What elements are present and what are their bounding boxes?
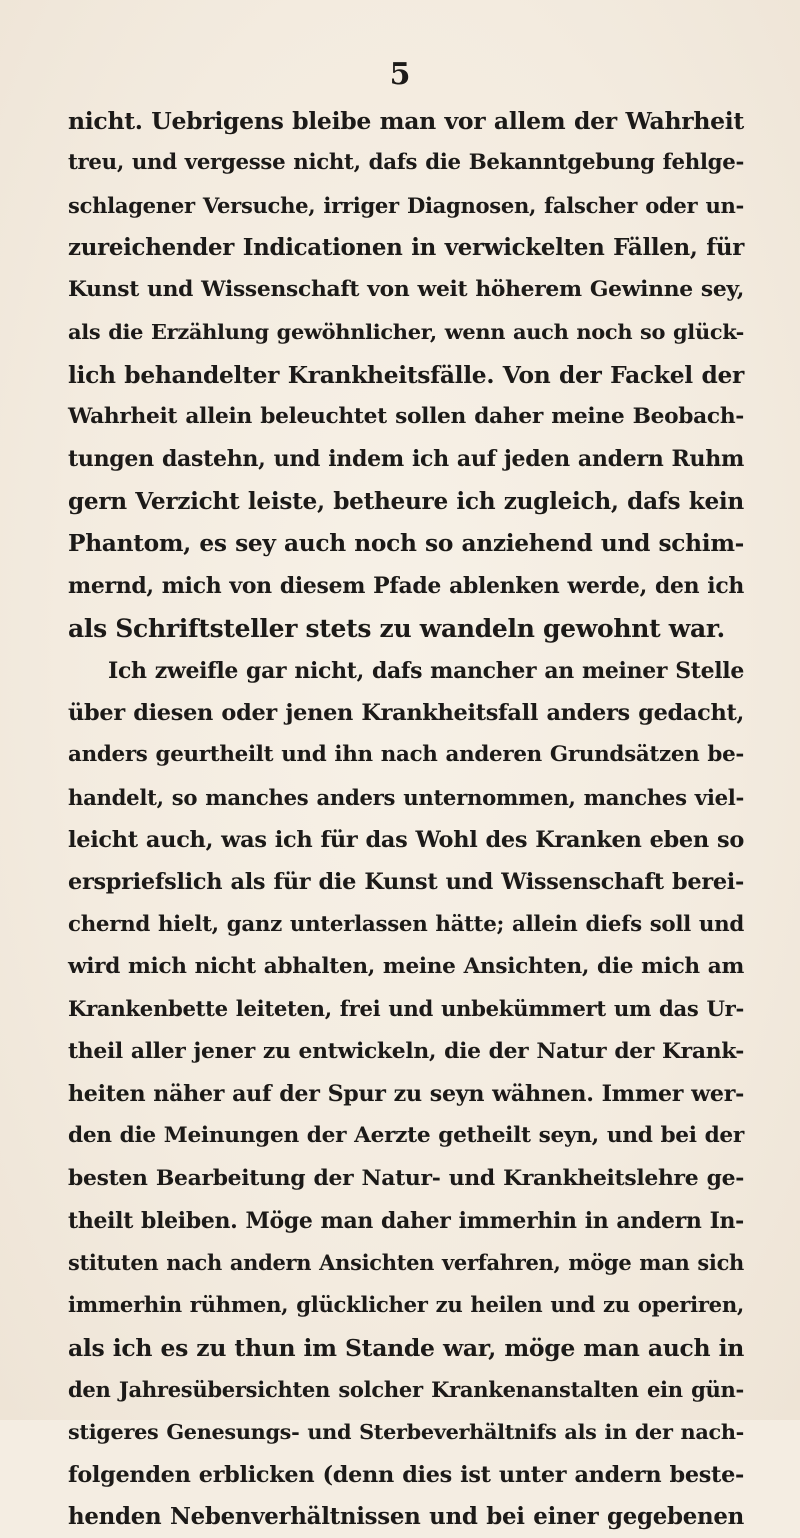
text-line: immerhin rühmen, glücklicher zu heilen und zu operiren,: [68, 1292, 744, 1318]
text-line: leicht auch, was ich für das Wohl des Kranken eben so: [68, 827, 744, 854]
text-line: besten Bearbeitung der Natur- und Krankheitslehre ge-: [68, 1165, 744, 1192]
text-line: handelt, so manches anders unternommen, manches viel-: [68, 784, 744, 810]
page-number: 5: [389, 57, 411, 92]
text-line: gern Verzicht leiste, betheure ich zugleich, dafs kein: [68, 487, 744, 515]
text-line: treu, und vergesse nicht, dafs die Bekanntgebung fehlge-: [68, 150, 744, 176]
text-line: nicht. Uebrigens bleibe man vor allem der Wahrheit: [68, 107, 744, 135]
text-line: lich behandelter Krankheitsfälle. Von der Fackel der: [68, 360, 744, 389]
body-text: [68, 100, 744, 1538]
paragraph-end-line: als Schriftsteller stets zu wandeln gewohnt war.: [68, 613, 725, 643]
text-line: stigeres Genesungs- und Sterbeverhältnifs als in der nach-: [68, 1419, 744, 1445]
text-line: mernd, mich von diesem Pfade ablenken werde, den ich: [68, 573, 744, 600]
text-line: als die Erzählung gewöhnlicher, wenn auch noch so glück-: [68, 319, 744, 345]
text-line: henden Nebenverhältnissen und bei einer gegebenen: [68, 1502, 744, 1530]
text-line: Kunst und Wissenschaft von weit höherem Gewinne sey,: [68, 277, 744, 303]
text-line: Wahrheit allein beleuchtet sollen daher meine Beobach-: [68, 404, 744, 430]
text-line: Phantom, es sey auch noch so anziehend und schim-: [68, 529, 744, 557]
text-line: theil aller jener zu entwickeln, die der Natur der Krank-: [68, 1038, 744, 1064]
text-line: wird mich nicht abhalten, meine Ansichten, die mich am: [68, 953, 744, 979]
text-line: erspriefslich als für die Kunst und Wissenschaft berei-: [68, 869, 744, 896]
text-line: den Jahresübersichten solcher Krankenanstalten ein gün-: [68, 1376, 744, 1402]
text-line: heiten näher auf der Spur zu seyn wähnen. Immer wer-: [68, 1080, 744, 1107]
text-line: theilt bleiben. Möge man daher immerhin in andern In-: [68, 1207, 744, 1234]
text-line: anders geurtheilt und ihn nach anderen Grundsätzen be-: [68, 742, 744, 768]
paragraph-start-line: Ich zweifle gar nicht, dafs mancher an meiner Stelle: [108, 657, 744, 684]
text-line: den die Meinungen der Aerzte getheilt seyn, und bei der: [68, 1123, 744, 1149]
text-line: Krankenbette leiteten, frei und unbekümmert um das Ur-: [68, 996, 744, 1022]
text-line: über diesen oder jenen Krankheitsfall anders gedacht,: [68, 700, 744, 727]
text-line: zureichender Indicationen in verwickelten Fällen, für: [68, 233, 744, 261]
text-line: schlagener Versuche, irriger Diagnosen, falscher oder un-: [68, 192, 744, 218]
text-line: chernd hielt, ganz unterlassen hätte; allein diefs soll und: [68, 911, 744, 937]
text-line: als ich es zu thun im Stande war, möge man auch in: [68, 1333, 744, 1362]
text-line: folgenden erblicken (denn dies ist unter andern beste-: [68, 1461, 744, 1488]
text-line: stituten nach andern Ansichten verfahren, möge man sich: [68, 1250, 744, 1276]
text-line: tungen dastehn, und indem ich auf jeden andern Ruhm: [68, 446, 744, 473]
